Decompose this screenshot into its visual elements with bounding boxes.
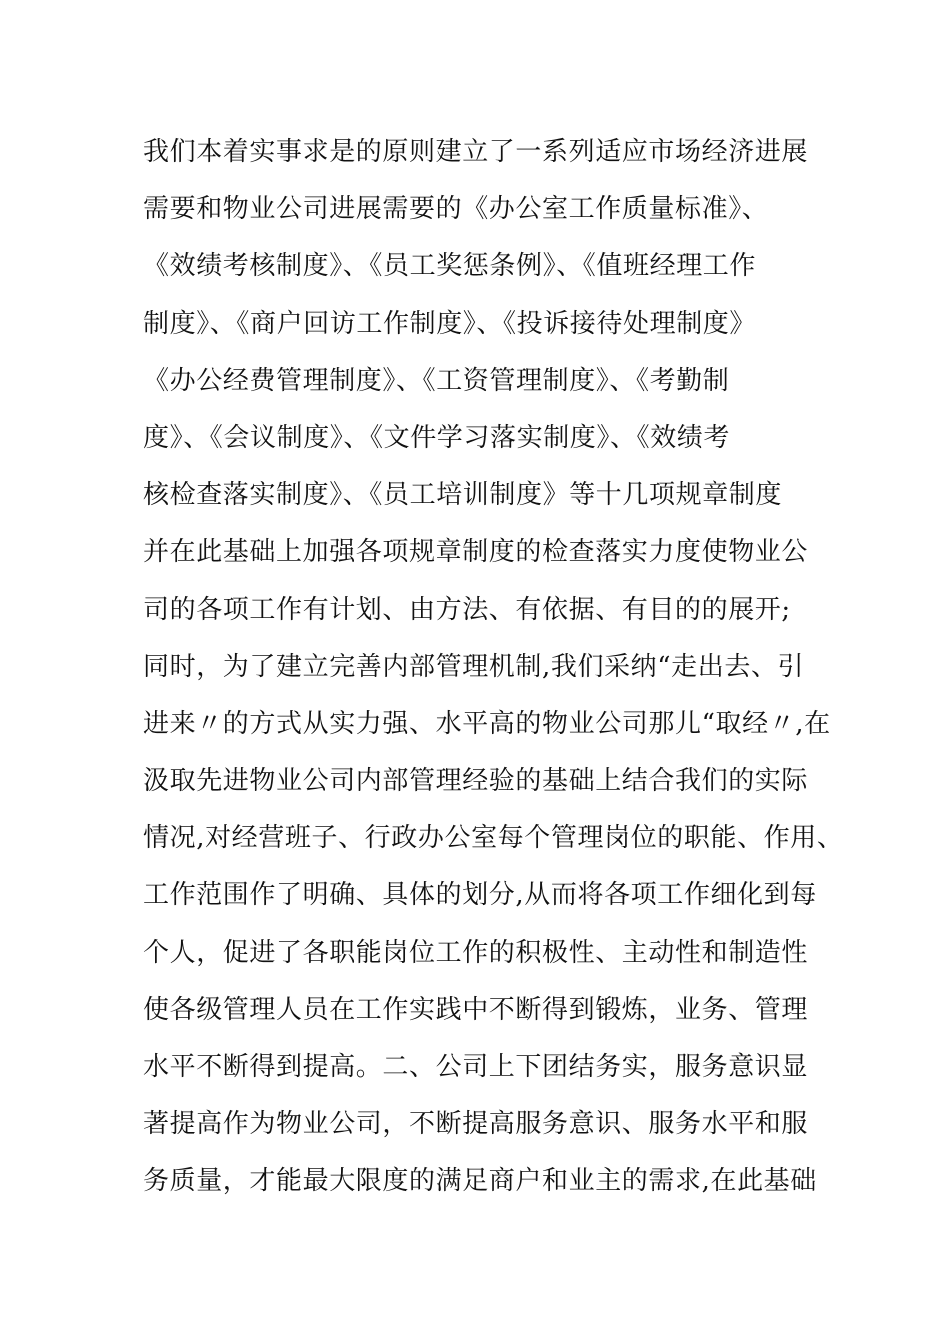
text-line: 进来〃的方式从实力强、水平高的物业公司那儿“取经〃,在 (143, 708, 831, 739)
text-line: 我们本着实事求是的原则建立了一系列适应市场经济进展 (143, 137, 809, 167)
text-line: 制度》、《商户回访工作制度》、《投诉接待处理制度》 (143, 308, 757, 339)
text-line: 《效绩考核制度》、《员工奖惩条例》、《值班经理工作 (143, 251, 757, 282)
text-line: 度》、《会议制度》、《文件学习落实制度》、《效绩考 (143, 422, 731, 453)
text-line: 水平不断得到提高。二、公司上下团结务实，服务意识显 (143, 1052, 809, 1082)
text-line: 个人，促进了各职能岗位工作的积极性、主动性和制造性 (143, 937, 809, 968)
text-line: 同时，为了建立完善内部管理机制,我们采纳“走出去、引 (143, 651, 805, 682)
text-line: 务质量，才能最大限度的满足商户和业主的需求,在此基础 (143, 1166, 817, 1197)
text-line: 并在此基础上加强各项规章制度的检查落实力度使物业公 (143, 537, 809, 568)
text-line: 《办公经费管理制度》、《工资管理制度》、《考勤制 (143, 365, 730, 396)
body-paragraph (143, 124, 843, 1211)
text-line: 核检查落实制度》、《员工培训制度》等十几项规章制度 (143, 480, 783, 511)
text-line: 情况,对经营班子、行政办公室每个管理岗位的职能、作用、 (143, 823, 844, 854)
text-line: 著提高作为物业公司，不断提高服务意识、服务水平和服 (143, 1109, 809, 1140)
text-line: 汲取先进物业公司内部管理经验的基础上结合我们的实际 (143, 766, 809, 797)
text-line: 工作范围作了明确、具体的划分,从而将各项工作细化到每 (143, 880, 817, 911)
text-line: 需要和物业公司进展需要的《办公室工作质量标准》、 (143, 194, 769, 225)
text-line: 使各级管理人员在工作实践中不断得到锻炼，业务、管理 (143, 994, 809, 1025)
text-line: 司的各项工作有计划、由方法、有依据、有目的的展开; (143, 594, 791, 625)
